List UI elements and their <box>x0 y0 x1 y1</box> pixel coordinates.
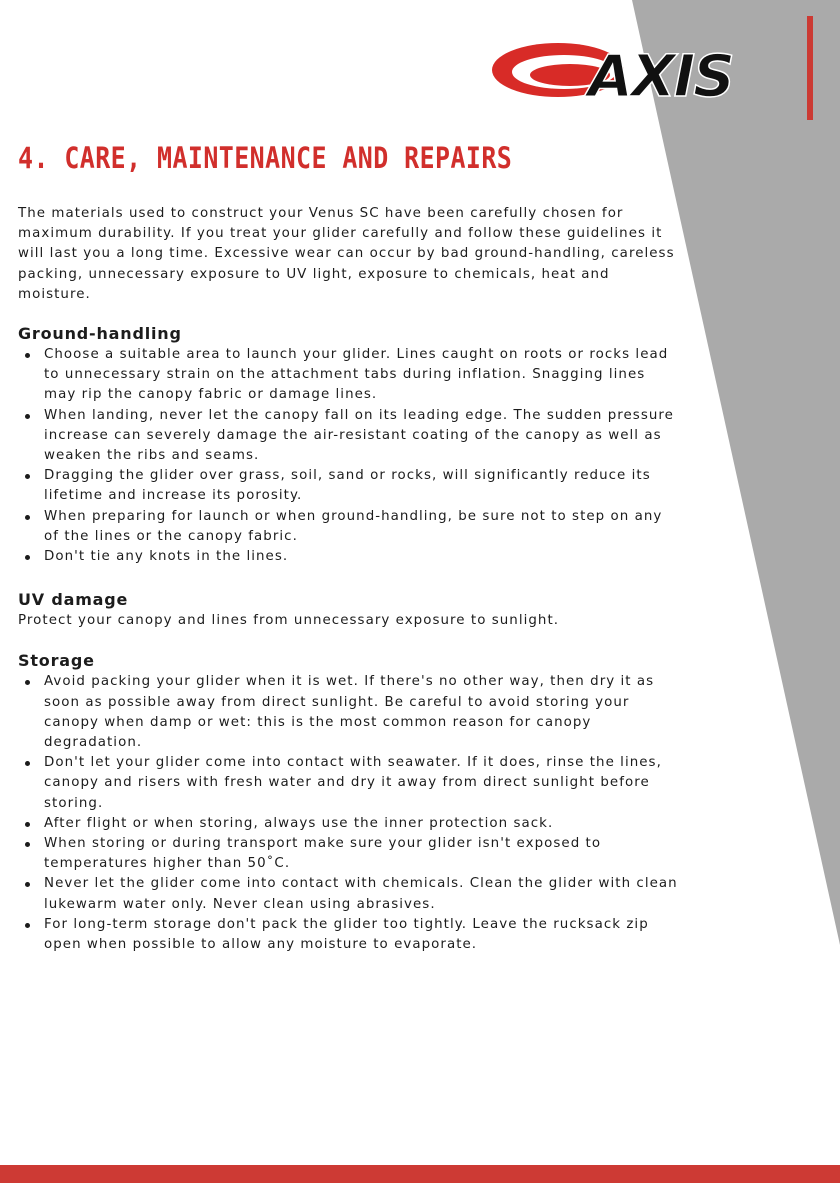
footer-bar <box>0 1165 840 1183</box>
list-item: Choose a suitable area to launch your glider. Lines caught on roots or rocks lead to unnecessary strain on the attachment tabs during inflation. Snagging lines may rip the canopy fabric or damage lines. <box>44 345 680 406</box>
list-item: After flight or when storing, always use the inner protection sack. <box>44 814 680 834</box>
section-storage <box>18 650 680 955</box>
list-item: For long-term storage don't pack the glider too tightly. Leave the rucksack zip open when possible to allow any moisture to evaporate. <box>44 915 680 955</box>
storage-list <box>18 672 680 955</box>
list-item: Avoid packing your glider when it is wet. If there's no other way, then dry it as soon as possible away from direct sunlight. Be careful to avoid storing your canopy when damp or wet: this is the most common reason for canopy degradation. <box>44 672 680 753</box>
axis-logo <box>490 36 802 104</box>
list-item: Don't let your glider come into contact with seawater. If it does, rinse the lines, canopy and risers with fresh water and dry it away from direct sunlight before storing. <box>44 753 680 814</box>
page-content <box>18 138 680 955</box>
section-ground-handling <box>18 323 680 567</box>
list-item: When storing or during transport make sure your glider isn't exposed to temperatures higher than 50˚C. <box>44 834 680 874</box>
section-heading: Ground-handling <box>18 324 182 344</box>
list-item: When landing, never let the canopy fall on its leading edge. The sudden pressure increase can severely damage the air-resistant coating of the canopy as well as weaken the ribs and seams. <box>44 406 680 467</box>
ground-handling-list <box>18 345 680 567</box>
section-heading: UV damage <box>18 590 129 610</box>
page-title: 4. CARE, MAINTENANCE AND REPAIRS <box>18 141 513 175</box>
logo-accent-bar <box>807 16 813 120</box>
list-item: Don't tie any knots in the lines. <box>44 547 680 567</box>
uv-paragraph: Protect your canopy and lines from unnecessary exposure to sunlight. <box>18 613 560 629</box>
list-item: Dragging the glider over grass, soil, sand or rocks, will significantly reduce its lifetime and increase its porosity. <box>44 466 680 506</box>
logo-wordmark: AXIS <box>588 42 733 104</box>
list-item: Never let the glider come into contact with chemicals. Clean the glider with clean lukewarm water only. Never clean using abrasives. <box>44 874 680 914</box>
intro-paragraph: The materials used to construct your Venus SC have been carefully chosen for maximum durability. If you treat your glider carefully and follow these guidelines it will last you a long time. Excessive wear can occur by bad ground-handling, careless packing, unnecessary exposure to UV light, exposure to chemicals, heat and moisture. <box>18 206 675 302</box>
section-uv-damage <box>18 589 680 631</box>
list-item: When preparing for launch or when ground-handling, be sure not to step on any of the lines or the canopy fabric. <box>44 507 680 547</box>
section-heading: Storage <box>18 651 95 671</box>
